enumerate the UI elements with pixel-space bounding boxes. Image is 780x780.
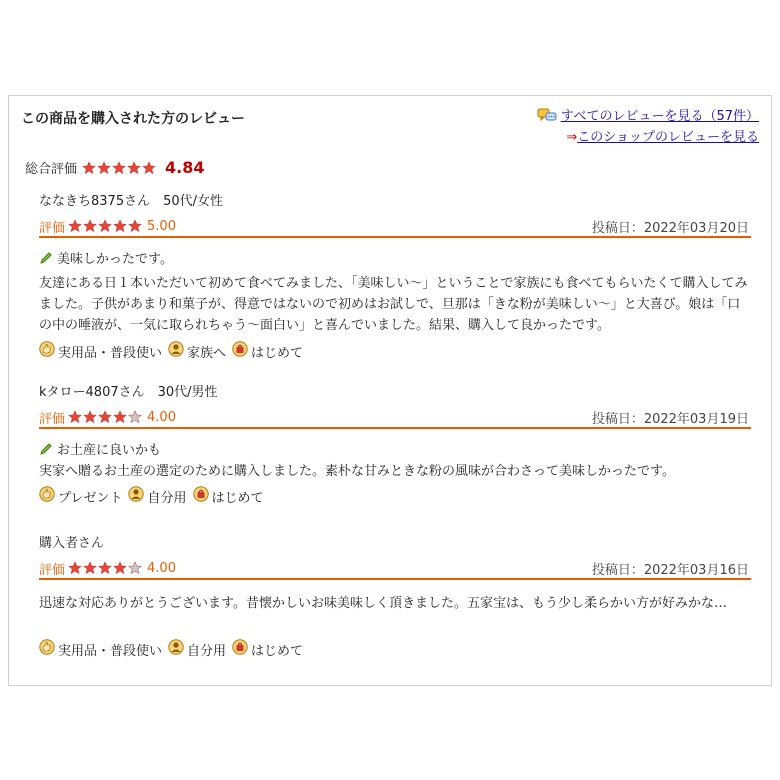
star-icon bbox=[113, 561, 127, 575]
chat-bubbles-icon bbox=[537, 108, 557, 123]
usage-tag bbox=[232, 341, 303, 361]
star-icon bbox=[68, 410, 82, 424]
overall-stars bbox=[82, 161, 157, 175]
usage-tag bbox=[232, 639, 303, 659]
rating-value: 4.00 bbox=[147, 560, 176, 576]
person-icon bbox=[128, 486, 144, 506]
gift-bag-icon bbox=[232, 341, 248, 361]
person-icon bbox=[168, 639, 184, 659]
star-icon bbox=[98, 410, 112, 424]
gift-bag-icon bbox=[232, 639, 248, 659]
review-title bbox=[39, 439, 161, 458]
pencil-icon bbox=[39, 251, 53, 265]
star-icon bbox=[83, 219, 97, 233]
star-icon bbox=[83, 561, 97, 575]
star-icon bbox=[97, 161, 111, 175]
person-icon bbox=[168, 341, 184, 361]
star-icon bbox=[113, 410, 127, 424]
star-icon bbox=[83, 410, 97, 424]
arrow-prefix: ⇒ bbox=[566, 130, 578, 145]
hand-icon bbox=[39, 486, 55, 506]
usage-tag bbox=[128, 486, 186, 506]
rating-value: 5.00 bbox=[147, 218, 176, 234]
review-stars bbox=[68, 561, 143, 575]
star-icon bbox=[68, 561, 82, 575]
review-panel bbox=[8, 95, 772, 686]
star-icon bbox=[98, 561, 112, 575]
star-icon bbox=[112, 161, 126, 175]
hand-icon bbox=[39, 341, 55, 361]
section-title: この商品を購入された方のレビュー bbox=[21, 111, 245, 127]
star-icon bbox=[98, 219, 112, 233]
usage-tag-label: はじめて bbox=[251, 345, 304, 361]
overall-score: 4.84 bbox=[165, 158, 205, 177]
gift-bag-icon bbox=[193, 486, 209, 506]
review-rating-row bbox=[39, 558, 751, 580]
usage-tag bbox=[39, 486, 122, 506]
usage-tag-label: 家族へ bbox=[187, 345, 227, 361]
pencil-icon bbox=[39, 442, 53, 456]
review-body: 実家へ贈るお土産の選定のために購入しました。素朴な甘みときな粉の風味が合わさって美味しかったです。 bbox=[39, 464, 675, 479]
review-tags bbox=[39, 639, 309, 659]
usage-tag bbox=[168, 639, 226, 659]
hand-icon bbox=[39, 639, 55, 659]
usage-tag-label: はじめて bbox=[251, 643, 304, 659]
review-tags bbox=[39, 486, 270, 506]
review-body: 友達にある日１本いただいて初めて食べてみました、「美味しい〜」ということで家族にも食べてもらいたくて購入してみました。子供があまり和菓子が、得意ではないので初めはお試しで、旦那は「きな粉が美味しい〜」と大喜び。娘は「口の中の唾液が、一気に取られちゃう〜面白い」と喜んでいました。結果、購入して良かったです。 bbox=[39, 276, 748, 333]
usage-tag bbox=[39, 341, 162, 361]
all-reviews-link[interactable]: すべてのレビューを見る（57件） bbox=[560, 109, 759, 124]
usage-tag-label: プレゼント bbox=[58, 490, 123, 506]
post-date: 投稿日：2022年03月19日 bbox=[591, 412, 749, 427]
review-links bbox=[537, 106, 759, 148]
star-icon bbox=[113, 219, 127, 233]
post-date: 投稿日：2022年03月16日 bbox=[591, 563, 749, 578]
review-title bbox=[39, 248, 173, 267]
star-icon bbox=[142, 161, 156, 175]
usage-tag-label: 自分用 bbox=[187, 643, 227, 659]
rating-label: 評価 bbox=[39, 562, 66, 578]
usage-tag bbox=[39, 639, 162, 659]
overall-rating bbox=[25, 158, 205, 177]
review-title-text: 美味しかったです。 bbox=[57, 252, 173, 267]
reviewer-name: kタロー4807さん 30代/男性 bbox=[39, 385, 218, 400]
post-date: 投稿日：2022年03月20日 bbox=[591, 221, 749, 236]
shop-reviews-link[interactable]: このショップのレビューを見る bbox=[577, 130, 759, 145]
usage-tag-label: 自分用 bbox=[147, 490, 187, 506]
usage-tag bbox=[193, 486, 264, 506]
star-icon bbox=[128, 410, 142, 424]
star-icon bbox=[128, 219, 142, 233]
rating-label: 評価 bbox=[39, 411, 66, 427]
star-icon bbox=[127, 161, 141, 175]
review-body: 迅速な対応ありがとうございます。昔懐かしいお味美味しく頂きました。五家宝は、もう少し柔らかい方が好みかな… bbox=[39, 596, 727, 611]
review-stars bbox=[68, 219, 143, 233]
reviewer-name: 購入者さん bbox=[39, 536, 105, 551]
review-rating-row bbox=[39, 407, 751, 429]
usage-tag bbox=[168, 341, 226, 361]
rating-value: 4.00 bbox=[147, 409, 176, 425]
review-tags bbox=[39, 341, 309, 361]
review-stars bbox=[68, 410, 143, 424]
usage-tag-label: はじめて bbox=[211, 490, 264, 506]
star-icon bbox=[82, 161, 96, 175]
review-rating-row bbox=[39, 216, 751, 238]
usage-tag-label: 実用品・普段使い bbox=[58, 345, 163, 361]
rating-label: 評価 bbox=[39, 220, 66, 236]
review-title-text: お土産に良いかも bbox=[57, 443, 162, 458]
overall-rating-label: 総合評価 bbox=[25, 162, 78, 177]
usage-tag-label: 実用品・普段使い bbox=[58, 643, 163, 659]
reviewer-name: ななきち8375さん 50代/女性 bbox=[39, 194, 224, 209]
star-icon bbox=[68, 219, 82, 233]
star-icon bbox=[128, 561, 142, 575]
